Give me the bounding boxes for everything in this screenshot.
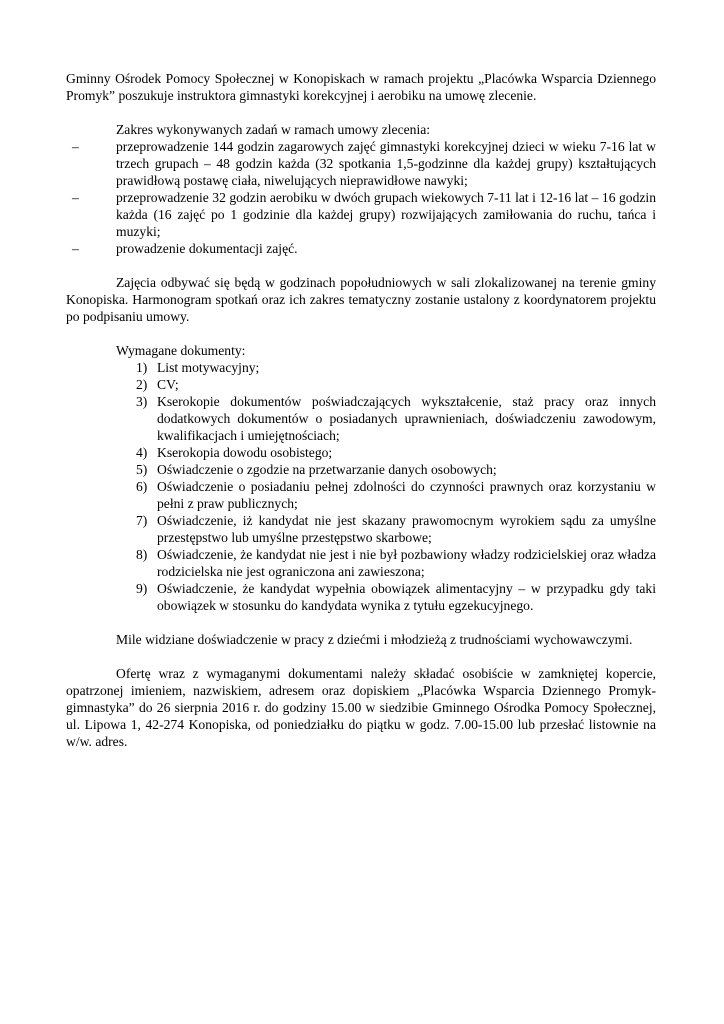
document-body [66, 70, 656, 750]
document-item-text: Oświadczenie, że kandydat wypełnia obowiązek alimentacyjny – w przypadku gdy taki obowiązek w stosunku do kandydata wynika z tytułu egzekucyjnego. [157, 581, 656, 613]
document-item-text: Kserokopia dowodu osobistego; [157, 445, 333, 460]
list-item [66, 189, 656, 240]
document-item-text: Oświadczenie, że kandydat nie jest i nie był pozbawiony władzy rodzicielskiej oraz władza rodzicielska nie jest ograniczona ani zawieszona; [157, 547, 656, 579]
scope-item-text: przeprowadzenie 144 godzin zagarowych zajęć gimnastyki korekcyjnej dzieci w wieku 7-16 lat w trzech grupach – 48 godzin każda (32 spotkania 1,5-godzinne dla każdej grupy) kształtujących prawidłową postawę ciała, niwelujących nieprawidłowe nawyki; [116, 139, 656, 188]
schedule-paragraph: Zajęcia odbywać się będą w godzinach popołudniowych w sali zlokalizowanej na terenie gminy Konopiska. Harmonogram spotkań oraz ich zakres tematyczny zostanie ustalony z koordynatorem projektu po podpisaniu umowy. [66, 275, 656, 324]
item-number: 8) [136, 547, 148, 562]
item-number: 5) [136, 462, 148, 477]
document-item-text: Kserokopie dokumentów poświadczających wykształcenie, staż pracy oraz innych dodatkowych dokumentów o posiadanych uprawnieniach, doświadczeniu zawodowym, kwalifikacjach i umiejętnościach; [157, 394, 656, 443]
list-item [66, 393, 656, 444]
scope-item-text: prowadzenie dokumentacji zajęć. [116, 241, 298, 256]
experience-paragraph: Mile widziane doświadczenie w pracy z dziećmi i młodzieżą z trudnościami wychowawczymi. [116, 632, 633, 647]
list-item [66, 478, 656, 512]
item-number: 4) [136, 445, 148, 460]
documents-heading: Wymagane dokumenty: [116, 343, 246, 358]
dash-bullet: – [72, 139, 79, 154]
list-item [66, 512, 656, 546]
list-item [66, 444, 656, 461]
item-number: 3) [136, 394, 148, 409]
document-item-text: List motywacyjny; [157, 360, 260, 375]
list-item [66, 359, 656, 376]
documents-list [66, 359, 656, 614]
dash-bullet: – [72, 190, 79, 205]
list-item [66, 240, 656, 257]
list-item [66, 461, 656, 478]
document-item-text: Oświadczenie o zgodzie na przetwarzanie danych osobowych; [157, 462, 497, 477]
item-number: 2) [136, 377, 148, 392]
document-item-text: Oświadczenie o posiadaniu pełnej zdolności do czynności prawnych oraz korzystaniu w pełni z praw publicznych; [157, 479, 656, 511]
list-item [66, 376, 656, 393]
list-item [66, 580, 656, 614]
list-item [66, 546, 656, 580]
item-number: 7) [136, 513, 148, 528]
scope-list [66, 138, 656, 257]
submission-paragraph: Ofertę wraz z wymaganymi dokumentami należy składać osobiście w zamkniętej kopercie, opatrzonej imieniem, nazwiskiem, adresem oraz dopiskiem „Placówka Wsparcia Dziennego Promyk-gimnastyka” do 26 sierpnia 2016 r. do godziny 15.00 w siedzibie Gminnego Ośrodka Pomocy Społecznej, ul. Lipowa 1, 42-274 Konopiska, od poniedziałku do piątku w godz. 7.00-15.00 lub przesłać listownie na w/w. adres. [66, 666, 656, 749]
item-number: 9) [136, 581, 148, 596]
intro-paragraph: Gminny Ośrodek Pomocy Społecznej w Konopiskach w ramach projektu „Placówka Wsparcia Dziennego Promyk” poszukuje instruktora gimnastyki korekcyjnej i aerobiku na umowę zlecenie. [66, 71, 656, 103]
list-item [66, 138, 656, 189]
dash-bullet: – [72, 241, 79, 256]
item-number: 6) [136, 479, 148, 494]
document-item-text: Oświadczenie, iż kandydat nie jest skazany prawomocnym wyrokiem sądu za umyślne przestępstwo lub umyślne przestępstwo skarbowe; [157, 513, 656, 545]
item-number: 1) [136, 360, 148, 375]
scope-heading: Zakres wykonywanych zadań w ramach umowy zlecenia: [116, 122, 431, 137]
scope-item-text: przeprowadzenie 32 godzin aerobiku w dwóch grupach wiekowych 7-11 lat i 12-16 lat – 16 godzin każda (16 zajęć po 1 godzinie dla każdej grupy) rozwijających zamiłowania do ruchu, tańca i muzyki; [116, 190, 656, 239]
document-item-text: CV; [157, 377, 179, 392]
